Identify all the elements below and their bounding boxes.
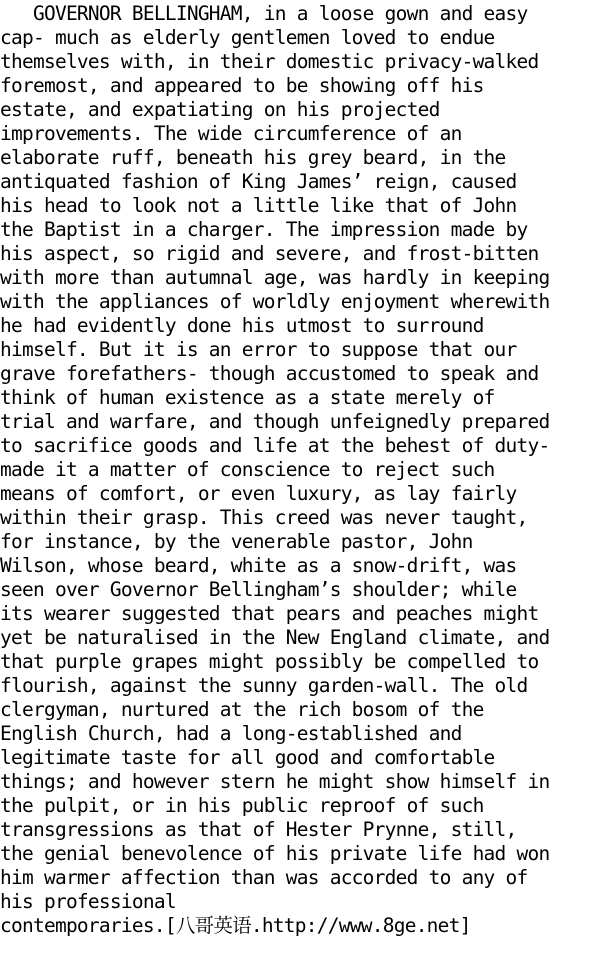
- text-line: yet be naturalised in the New England climate, and: [0, 626, 550, 649]
- text-line: the genial benevolence of his private life had won: [0, 842, 550, 865]
- text-line: contemporaries.[八哥英语.http://www.8ge.net]: [0, 914, 471, 937]
- text-line: themselves with, in their domestic privacy-walked: [0, 50, 539, 73]
- text-line: GOVERNOR BELLINGHAM, in a loose gown and easy: [0, 2, 528, 25]
- text-line: that purple grapes might possibly be compelled to: [0, 650, 539, 673]
- text-line: to sacrifice goods and life at the behest of duty-: [0, 434, 550, 457]
- text-line: his head to look not a little like that of John: [0, 194, 517, 217]
- text-line: the pulpit, or in his public reproof of such: [0, 794, 484, 817]
- text-line: within their grasp. This creed was never taught,: [0, 506, 528, 529]
- text-line: improvements. The wide circumference of an: [0, 122, 462, 145]
- text-line: him warmer affection than was accorded to any of: [0, 866, 528, 889]
- text-line: English Church, had a long-established and: [0, 722, 462, 745]
- text-line: his professional: [0, 890, 176, 913]
- text-line: for instance, by the venerable pastor, John: [0, 530, 473, 553]
- text-line: foremost, and appeared to be showing off his: [0, 74, 484, 97]
- text-line: his aspect, so rigid and severe, and frost-bitten: [0, 242, 539, 265]
- text-line: its wearer suggested that pears and peaches might: [0, 602, 539, 625]
- text-line: flourish, against the sunny garden-wall. The old: [0, 674, 528, 697]
- text-line: estate, and expatiating on his projected: [0, 98, 440, 121]
- text-line: with the appliances of worldly enjoyment wherewith: [0, 290, 550, 313]
- text-line: trial and warfare, and though unfeignedly prepared: [0, 410, 550, 433]
- text-line: things; and however stern he might show himself in: [0, 770, 550, 793]
- text-line: antiquated fashion of King James’ reign, caused: [0, 170, 517, 193]
- text-line: Wilson, whose beard, white as a snow-drift, was: [0, 554, 517, 577]
- text-line: himself. But it is an error to suppose that our: [0, 338, 517, 361]
- text-line: made it a matter of conscience to reject such: [0, 458, 495, 481]
- text-line: the Baptist in a charger. The impression made by: [0, 218, 528, 241]
- text-line: clergyman, nurtured at the rich bosom of the: [0, 698, 484, 721]
- text-line: cap- much as elderly gentlemen loved to endue: [0, 26, 495, 49]
- text-line: grave forefathers- though accustomed to speak and: [0, 362, 539, 385]
- text-line: means of comfort, or even luxury, as lay fairly: [0, 482, 517, 505]
- text-line: with more than autumnal age, was hardly in keeping: [0, 266, 550, 289]
- text-line: he had evidently done his utmost to surround: [0, 314, 484, 337]
- text-line: seen over Governor Bellingham’s shoulder; while: [0, 578, 517, 601]
- text-line: think of human existence as a state merely of: [0, 386, 495, 409]
- text-line: transgressions as that of Hester Prynne, still,: [0, 818, 517, 841]
- text-line: legitimate taste for all good and comfortable: [0, 746, 495, 769]
- text-line: elaborate ruff, beneath his grey beard, in the: [0, 146, 506, 169]
